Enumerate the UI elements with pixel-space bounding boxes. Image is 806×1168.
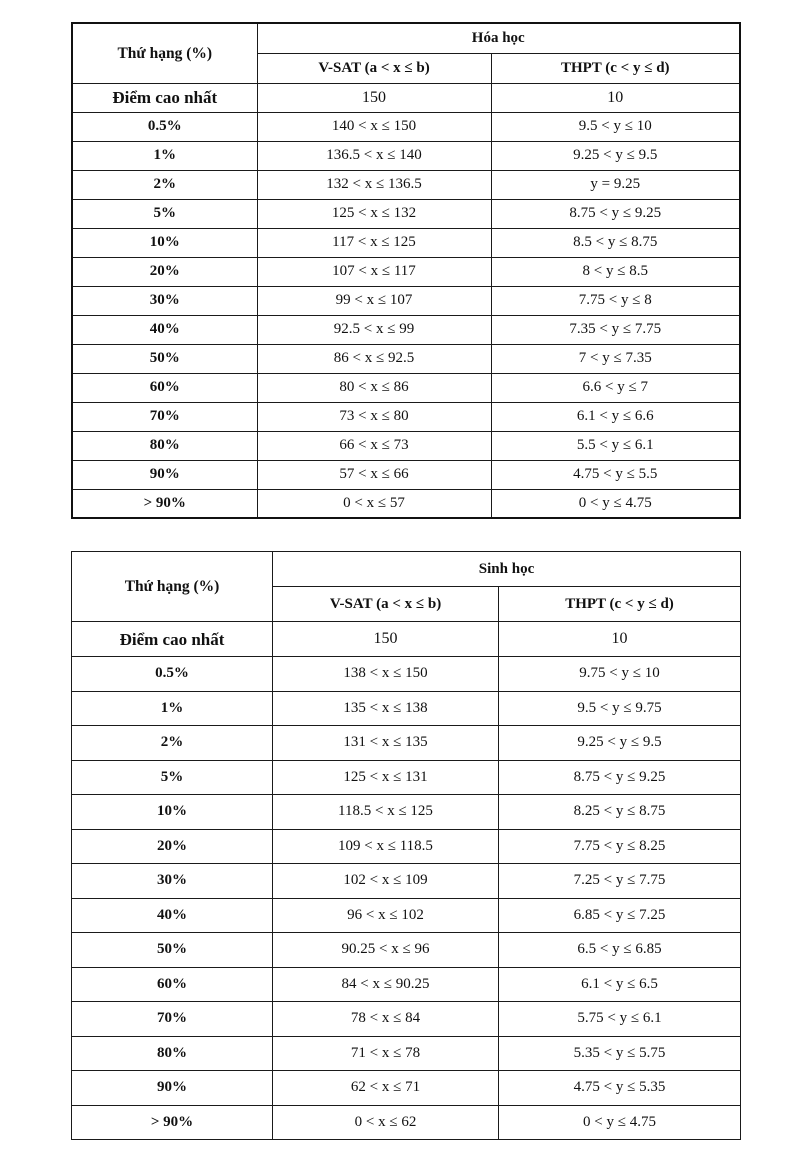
rank-cell: 30% (72, 286, 257, 315)
table-row (72, 431, 740, 460)
table-row (72, 657, 741, 692)
table-row (72, 402, 740, 431)
rank-cell: 20% (72, 829, 273, 864)
rank-cell: 50% (72, 933, 273, 968)
rank-cell: 10% (72, 228, 257, 257)
thpt-range-cell: 7.75 < y ≤ 8.25 (499, 829, 741, 864)
thpt-range-cell: 4.75 < y ≤ 5.35 (499, 1071, 741, 1106)
vsat-range-cell: 138 < x ≤ 150 (273, 657, 499, 692)
vsat-column-header: V-SAT (a < x ≤ b) (257, 53, 491, 83)
rank-cell: 0.5% (72, 657, 273, 692)
rank-cell: 50% (72, 344, 257, 373)
thpt-range-cell: 8.75 < y ≤ 9.25 (491, 199, 740, 228)
biology-rows (72, 657, 741, 1140)
table-row (72, 228, 740, 257)
table-row (72, 760, 741, 795)
thpt-range-cell: 7.35 < y ≤ 7.75 (491, 315, 740, 344)
table-row (72, 691, 741, 726)
thpt-range-cell: 7.75 < y ≤ 8 (491, 286, 740, 315)
rank-cell: 60% (72, 373, 257, 402)
vsat-range-cell: 73 < x ≤ 80 (257, 402, 491, 431)
thpt-range-cell: 9.25 < y ≤ 9.5 (499, 726, 741, 761)
rank-cell: 10% (72, 795, 273, 830)
vsat-range-cell: 118.5 < x ≤ 125 (273, 795, 499, 830)
max-vsat-value: 150 (257, 83, 491, 112)
vsat-range-cell: 102 < x ≤ 109 (273, 864, 499, 899)
table-row (72, 864, 741, 899)
vsat-range-cell: 131 < x ≤ 135 (273, 726, 499, 761)
rank-cell: 0.5% (72, 112, 257, 141)
table-row (72, 286, 740, 315)
thpt-range-cell: 9.75 < y ≤ 10 (499, 657, 741, 692)
thpt-range-cell: 8.75 < y ≤ 9.25 (499, 760, 741, 795)
table-row (72, 1105, 741, 1140)
vsat-range-cell: 80 < x ≤ 86 (257, 373, 491, 402)
max-score-label: Điểm cao nhất (72, 622, 273, 657)
thpt-range-cell: 0 < y ≤ 4.75 (499, 1105, 741, 1140)
table-row (72, 967, 741, 1002)
rank-cell: 2% (72, 726, 273, 761)
vsat-range-cell: 135 < x ≤ 138 (273, 691, 499, 726)
thpt-column-header: THPT (c < y ≤ d) (499, 587, 741, 622)
table-row (72, 199, 740, 228)
thpt-range-cell: 6.5 < y ≤ 6.85 (499, 933, 741, 968)
rank-cell: 60% (72, 967, 273, 1002)
thpt-range-cell: 7.25 < y ≤ 7.75 (499, 864, 741, 899)
table-row (72, 829, 741, 864)
vsat-column-header: V-SAT (a < x ≤ b) (273, 587, 499, 622)
vsat-range-cell: 125 < x ≤ 131 (273, 760, 499, 795)
rank-cell: 2% (72, 170, 257, 199)
thpt-range-cell: 4.75 < y ≤ 5.5 (491, 460, 740, 489)
vsat-range-cell: 140 < x ≤ 150 (257, 112, 491, 141)
vsat-range-cell: 132 < x ≤ 136.5 (257, 170, 491, 199)
rank-cell: 80% (72, 1036, 273, 1071)
max-thpt-value: 10 (499, 622, 741, 657)
vsat-range-cell: 90.25 < x ≤ 96 (273, 933, 499, 968)
vsat-range-cell: 78 < x ≤ 84 (273, 1002, 499, 1037)
rank-cell: 1% (72, 691, 273, 726)
vsat-range-cell: 0 < x ≤ 57 (257, 489, 491, 518)
vsat-range-cell: 125 < x ≤ 132 (257, 199, 491, 228)
table-row (72, 933, 741, 968)
rank-cell: 1% (72, 141, 257, 170)
vsat-range-cell: 86 < x ≤ 92.5 (257, 344, 491, 373)
max-thpt-value: 10 (491, 83, 740, 112)
rank-cell: 5% (72, 760, 273, 795)
table-row (72, 726, 741, 761)
table-row (72, 1071, 741, 1106)
thpt-range-cell: 8 < y ≤ 8.5 (491, 257, 740, 286)
thpt-range-cell: y = 9.25 (491, 170, 740, 199)
rank-header: Thứ hạng (%) (72, 23, 257, 83)
table-row (72, 795, 741, 830)
thpt-range-cell: 5.5 < y ≤ 6.1 (491, 431, 740, 460)
table-row (72, 257, 740, 286)
table-row (72, 315, 740, 344)
rank-cell: 5% (72, 199, 257, 228)
table-row (72, 460, 740, 489)
rank-header: Thứ hạng (%) (72, 552, 273, 622)
vsat-range-cell: 109 < x ≤ 118.5 (273, 829, 499, 864)
rank-cell: 70% (72, 402, 257, 431)
chemistry-score-table (71, 22, 741, 519)
table-row (72, 141, 740, 170)
table-row (72, 344, 740, 373)
thpt-range-cell: 9.25 < y ≤ 9.5 (491, 141, 740, 170)
thpt-range-cell: 6.1 < y ≤ 6.5 (499, 967, 741, 1002)
rank-cell: > 90% (72, 1105, 273, 1140)
vsat-range-cell: 92.5 < x ≤ 99 (257, 315, 491, 344)
subject-header: Hóa học (257, 23, 740, 53)
rank-cell: 70% (72, 1002, 273, 1037)
rank-cell: 40% (72, 315, 257, 344)
rank-cell: 90% (72, 460, 257, 489)
thpt-range-cell: 8.25 < y ≤ 8.75 (499, 795, 741, 830)
table-row (72, 898, 741, 933)
thpt-range-cell: 6.1 < y ≤ 6.6 (491, 402, 740, 431)
thpt-range-cell: 8.5 < y ≤ 8.75 (491, 228, 740, 257)
thpt-range-cell: 9.5 < y ≤ 10 (491, 112, 740, 141)
vsat-range-cell: 66 < x ≤ 73 (257, 431, 491, 460)
vsat-range-cell: 96 < x ≤ 102 (273, 898, 499, 933)
thpt-range-cell: 6.85 < y ≤ 7.25 (499, 898, 741, 933)
thpt-range-cell: 7 < y ≤ 7.35 (491, 344, 740, 373)
rank-cell: > 90% (72, 489, 257, 518)
vsat-range-cell: 62 < x ≤ 71 (273, 1071, 499, 1106)
max-score-label: Điểm cao nhất (72, 83, 257, 112)
subject-header: Sinh học (273, 552, 741, 587)
table-row (72, 170, 740, 199)
thpt-column-header: THPT (c < y ≤ d) (491, 53, 740, 83)
chemistry-rows (72, 112, 740, 518)
thpt-range-cell: 6.6 < y ≤ 7 (491, 373, 740, 402)
vsat-range-cell: 136.5 < x ≤ 140 (257, 141, 491, 170)
rank-cell: 90% (72, 1071, 273, 1106)
vsat-range-cell: 84 < x ≤ 90.25 (273, 967, 499, 1002)
rank-cell: 20% (72, 257, 257, 286)
vsat-range-cell: 99 < x ≤ 107 (257, 286, 491, 315)
rank-cell: 80% (72, 431, 257, 460)
table-row (72, 373, 740, 402)
vsat-range-cell: 117 < x ≤ 125 (257, 228, 491, 257)
biology-score-table (71, 551, 741, 1140)
thpt-range-cell: 0 < y ≤ 4.75 (491, 489, 740, 518)
max-vsat-value: 150 (273, 622, 499, 657)
thpt-range-cell: 5.75 < y ≤ 6.1 (499, 1002, 741, 1037)
thpt-range-cell: 5.35 < y ≤ 5.75 (499, 1036, 741, 1071)
table-row (72, 112, 740, 141)
vsat-range-cell: 71 < x ≤ 78 (273, 1036, 499, 1071)
table-row (72, 1002, 741, 1037)
table-row (72, 489, 740, 518)
vsat-range-cell: 0 < x ≤ 62 (273, 1105, 499, 1140)
vsat-range-cell: 57 < x ≤ 66 (257, 460, 491, 489)
vsat-range-cell: 107 < x ≤ 117 (257, 257, 491, 286)
thpt-range-cell: 9.5 < y ≤ 9.75 (499, 691, 741, 726)
rank-cell: 40% (72, 898, 273, 933)
rank-cell: 30% (72, 864, 273, 899)
table-row (72, 1036, 741, 1071)
